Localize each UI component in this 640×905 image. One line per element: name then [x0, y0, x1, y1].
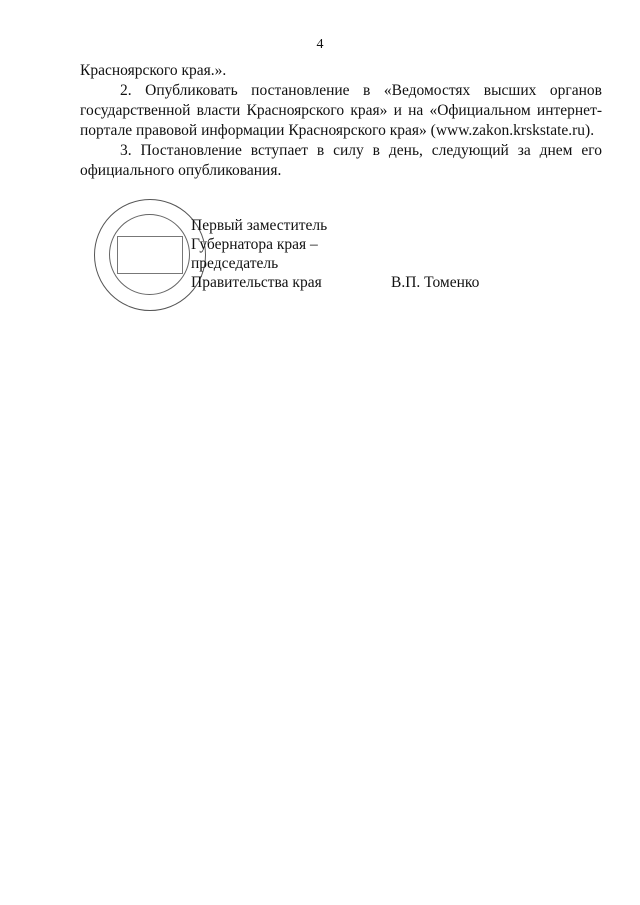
official-seal	[94, 199, 206, 311]
signer-name: В.П. Томенко	[391, 274, 480, 291]
signer-title-line-2: Губернатора края –	[191, 236, 318, 253]
document-body	[80, 61, 602, 181]
signer-title-line-3: председатель	[191, 255, 279, 272]
signer-title-line-4: Правительства края	[191, 274, 322, 291]
signature-block	[191, 216, 327, 292]
page-number: 4	[316, 37, 324, 52]
seal-center-box	[117, 236, 183, 274]
signer-title-line-1: Первый заместитель	[191, 217, 328, 234]
paragraph-item-3: 3. Постановление вступает в силу в день, следующий за днем его официального опубликования.	[80, 142, 602, 179]
paragraph-continuation: Красноярского края.».	[80, 62, 227, 79]
paragraph-item-2: 2. Опубликовать постановление в «Ведомостях высших органов государственной власти Красноярского края» и на «Официальном интернет-портале правовой информации Красноярского края» (www.zakon.krskstate.ru).	[80, 82, 602, 139]
